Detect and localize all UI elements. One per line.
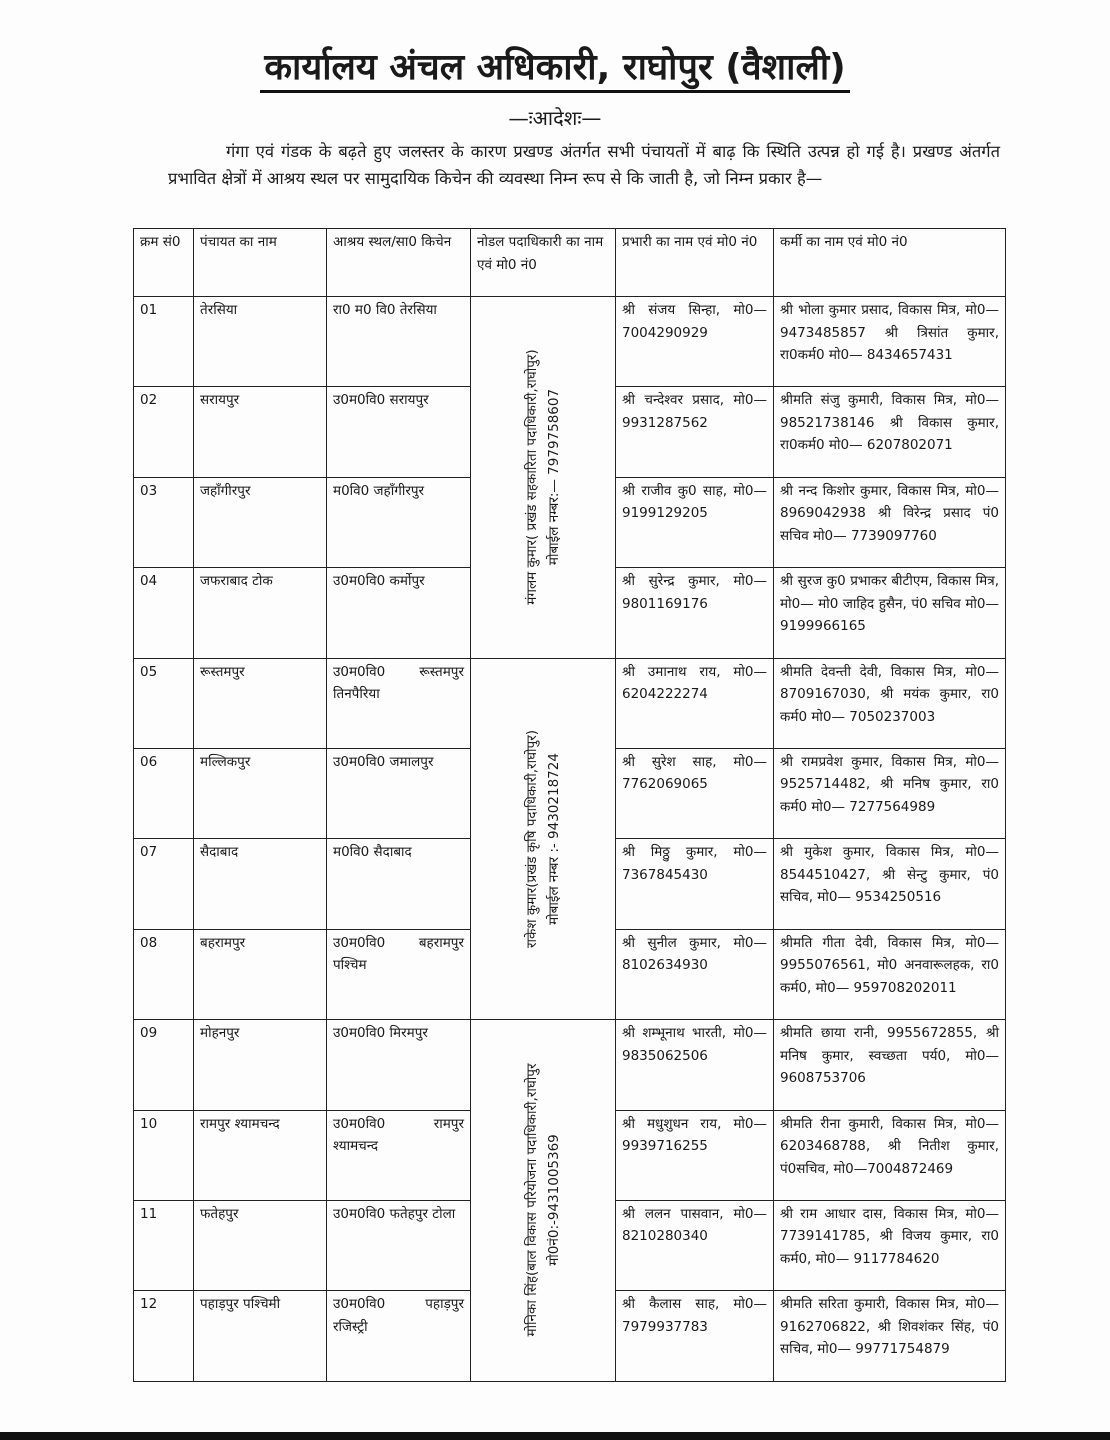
staff-cell: श्रीमति रीना कुमारी, विकास मित्र, मो0— 6203468788, श्री नितीश कुमार, पं0सचिव, मो0—7004872469 [774,1110,1006,1200]
staff-cell: श्रीमति देवन्ती देवी, विकास मित्र, मो0— 8709167030, श्री मयंक कुमार, रा0 कर्म0 मो0— 7050237003 [774,658,1006,748]
panchayat-name-cell: तेरसिया [194,297,327,387]
shelter-kitchen-cell: उ0म0वि0 बहरामपुर पश्चिम [327,929,471,1019]
shelter-kitchen-cell: उ0म0वि0 पहाड़पुर रजिस्ट्री [327,1291,471,1381]
shelter-kitchen-cell: म0वि0 सैदाबाद [327,839,471,929]
shelter-kitchen-cell: उ0म0वि0 रामपुर श्यामचन्द [327,1110,471,1200]
staff-cell: श्री नन्द किशोर कुमार, विकास मित्र, मो0— 8969042938 श्री विरेन्द्र प्रसाद पं0 सचिव मो0— 7739097760 [774,477,1006,567]
serial-number-cell: 08 [134,929,194,1019]
panchayat-name-cell: पहाड़पुर पश्चिमी [194,1291,327,1381]
shelter-kitchen-cell: उ0म0वि0 रूस्तमपुर तिनपैरिया [327,658,471,748]
staff-cell: श्री भोला कुमार प्रसाद, विकास मित्र, मो0— 9473485857 श्री त्रिसांत कुमार, रा0कर्म0 मो0— 8434657431 [774,297,1006,387]
shelter-kitchen-cell: उ0म0वि0 सरायपुर [327,387,471,477]
serial-number-cell: 03 [134,477,194,567]
office-title [0,44,1110,92]
panchayat-name-cell: सैदाबाद [194,839,327,929]
shelter-kitchen-cell: रा0 म0 वि0 तेरसिया [327,297,471,387]
nodal-officer-cell [471,297,616,659]
panchayat-name-cell: जहाँगीरपुर [194,477,327,567]
table-row [134,297,1006,387]
scan-bottom-edge [0,1432,1110,1440]
shelter-kitchen-cell: उ0म0वि0 मिरमपुर [327,1020,471,1110]
panchayat-name-cell: जफराबाद टोक [194,568,327,658]
staff-cell: श्रीमति गीता देवी, विकास मित्र, मो0— 9955076561, मो0 अनवारूलहक, रा0 कर्म0, मो0— 959708202011 [774,929,1006,1019]
panchayat-name-cell: रूस्तमपुर [194,658,327,748]
nodal-officer-name: राकेश कुमार(प्रखंड कृषि पदाधिकारी,राघोपुर) [524,729,540,948]
serial-number-cell: 02 [134,387,194,477]
incharge-cell: श्री शम्भूनाथ भारती, मो0—9835062506 [616,1020,774,1110]
incharge-cell: श्री ललन पासवान, मो0—8210280340 [616,1200,774,1290]
nodal-officer-mobile: मोबाईल नम्बर :- 9430218724 [546,752,562,925]
header-nodal: नोडल पदाधिकारी का नाम एवं मो0 नं0 [471,229,616,297]
incharge-cell: श्री सुरेन्द्र कुमार, मो0—9801169176 [616,568,774,658]
incharge-cell: श्री उमानाथ राय, मो0—6204222274 [616,658,774,748]
serial-number-cell: 10 [134,1110,194,1200]
serial-number-cell: 01 [134,297,194,387]
serial-number-cell: 11 [134,1200,194,1290]
table-body [134,297,1006,1382]
incharge-cell: श्री राजीव कु0 साह, मो0—9199129205 [616,477,774,567]
community-kitchen-table [133,228,1006,1382]
serial-number-cell: 07 [134,839,194,929]
panchayat-name-cell: बहरामपुर [194,929,327,1019]
nodal-officer-mobile: मो0नं0:-9431005369 [546,1134,562,1267]
nodal-officer-rotated-text [521,730,565,948]
panchayat-name-cell: फतेहपुर [194,1200,327,1290]
serial-number-cell: 05 [134,658,194,748]
serial-number-cell: 09 [134,1020,194,1110]
table-row [134,1020,1006,1110]
table-header-row [134,229,1006,297]
nodal-officer-name: मोनिका सिंह(बाल विकास परियोजना पदाधिकारी,राघोपुर [524,1063,540,1337]
staff-cell: श्रीमति सरिता कुमारी, विकास मित्र, मो0— 9162706822, श्री शिवशंकर सिंह, पं0 सचिव, मो0— 99771754879 [774,1291,1006,1381]
serial-number-cell: 04 [134,568,194,658]
office-title-text: कार्यालय अंचल अधिकारी, राघोपुर (वैशाली) [260,47,849,93]
incharge-cell: श्री संजय सिन्हा, मो0—7004290929 [616,297,774,387]
nodal-officer-name: मंगलम कुमार( प्रखंड सहकारिता पदाधिकारी,राघोपुर) [524,349,540,605]
shelter-kitchen-cell: उ0म0वि0 जमालपुर [327,748,471,838]
header-shelter: आश्रय स्थल/सा0 किचेन [327,229,471,297]
header-panchayat: पंचायत का नाम [194,229,327,297]
nodal-officer-rotated-text [521,350,565,605]
intro-paragraph [168,138,1000,192]
staff-cell: श्री मुकेश कुमार, विकास मित्र, मो0— 8544510427, श्री सेन्टु कुमार, पं0 सचिव, मो0— 9534250516 [774,839,1006,929]
panchayat-name-cell: सरायपुर [194,387,327,477]
nodal-officer-mobile: मोबाईल नम्बर:— 7979758607 [546,389,562,566]
intro-text: गंगा एवं गंडक के बढ़ते हुए जलस्तर के कारण प्रखण्ड अंतर्गत सभी पंचायतों में बाढ़ कि स्थिति उत्पन्न हो गई है। प्रखण्ड अंतर्गत प्रभावित क्षेत्रों में आश्रय स्थल पर सामुदायिक किचेन की व्यवस्था निम्न रूप से कि जाती है, जो निम्न प्रकार है— [168,142,1000,188]
incharge-cell: श्री चन्देश्वर प्रसाद, मो0—9931287562 [616,387,774,477]
staff-cell: श्री सुरज कु0 प्रभाकर बीटीएम, विकास मित्र, मो0— मो0 जाहिद हुसैन, पं0 सचिव मो0— 9199966165 [774,568,1006,658]
shelter-kitchen-cell: म0वि0 जहाँगीरपुर [327,477,471,567]
staff-cell: श्रीमति संजु कुमारी, विकास मित्र, मो0— 98521738146 श्री विकास कुमार, रा0कर्म0 मो0— 6207802071 [774,387,1006,477]
header-staff: कर्मी का नाम एवं मो0 नं0 [774,229,1006,297]
staff-cell: श्री रामप्रवेश कुमार, विकास मित्र, मो0— 9525714482, श्री मनिष कुमार, रा0 कर्म0 मो0— 7277564989 [774,748,1006,838]
serial-number-cell: 12 [134,1291,194,1381]
header-serial: क्रम सं0 [134,229,194,297]
panchayat-name-cell: मोहनपुर [194,1020,327,1110]
panchayat-name-cell: रामपुर श्यामचन्द [194,1110,327,1200]
nodal-officer-cell [471,658,616,1020]
nodal-officer-rotated-text [521,1064,565,1337]
staff-cell: श्रीमति छाया रानी, 9955672855, श्री मनिष कुमार, स्वच्छता पर्य0, मो0— 9608753706 [774,1020,1006,1110]
nodal-officer-cell [471,1020,616,1382]
table-row [134,658,1006,748]
incharge-cell: श्री सुरेश साह, मो0—7762069065 [616,748,774,838]
shelter-kitchen-cell: उ0म0वि0 कर्मोपुर [327,568,471,658]
incharge-cell: श्री सुनील कुमार, मो0—8102634930 [616,929,774,1019]
shelter-kitchen-cell: उ0म0वि0 फतेहपुर टोला [327,1200,471,1290]
staff-cell: श्री राम आधार दास, विकास मित्र, मो0— 7739141785, श्री विजय कुमार, रा0 कर्म0, मो0— 9117784620 [774,1200,1006,1290]
order-heading: —ःआदेशः— [508,106,602,130]
incharge-cell: श्री मधुशुधन राय, मो0—9939716255 [616,1110,774,1200]
header-incharge: प्रभारी का नाम एवं मो0 नं0 [616,229,774,297]
panchayat-name-cell: मल्लिकपुर [194,748,327,838]
serial-number-cell: 06 [134,748,194,838]
incharge-cell: श्री मिठ्ठु कुमार, मो0—7367845430 [616,839,774,929]
incharge-cell: श्री कैलास साह, मो0—7979937783 [616,1291,774,1381]
